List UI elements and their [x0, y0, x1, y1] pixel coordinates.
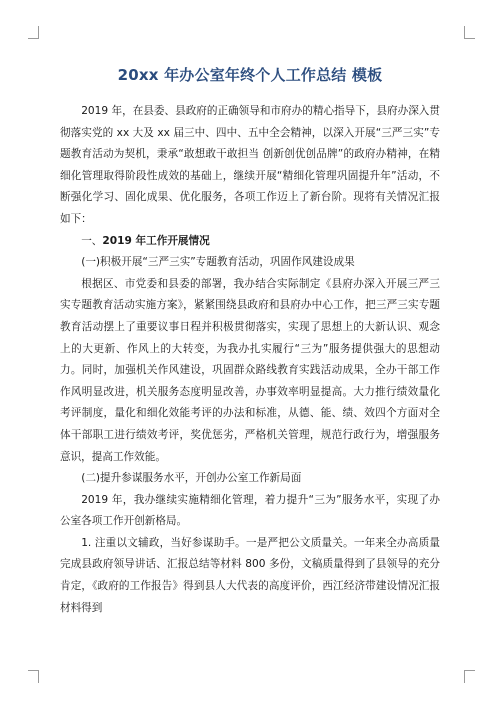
document-body: [60, 101, 440, 619]
body-paragraph-1: 根据区、市党委和县委的部署，我办结合实际制定《县府办深入开展三严三实专题教育活动实施方案》，紧紧围绕县政府和县府办中心工作，把三严三实专题教育活动摆上了重要议事日程并积极贯彻落实，实现了思想上的大新认识、观念上的大更新、作风上的大转变，为我办扎实履行“三为”服务提供强大的思想动力。同时，加强机关作风建设，巩固群众路线教育实践活动成果，全办干部工作作风明显改进，机关服务态度明显改善，办事效率明显提高。大力推行绩效量化考评制度，量化和细化效能考评的办法和标准，从德、能、绩、效四个方面对全体干部职工进行绩效考评，奖优惩劣，严格机关管理，规范行政行为，增强服务意识，提高工作效能。: [60, 277, 440, 463]
crop-mark-top-right: [464, 26, 475, 39]
body-paragraph-2: 2019 年，我办继续实施精细化管理，着力提升“三为”服务水平，实现了办公室各项工作开创新格局。: [60, 493, 440, 528]
document-title: 20xx 年办公室年终个人工作总结 模板: [117, 66, 383, 84]
crop-mark-bottom-right: [464, 670, 475, 683]
crop-mark-top-left: [28, 26, 39, 39]
crop-mark-bottom-left: [28, 670, 39, 683]
body-paragraph-3: 1. 注重以文辅政，当好参谋助手。一是严把公文质量关。一年来全办高质量完成县政府领导讲话、汇报总结等材料 800 多份，文稿质量得到了县领导的充分肯定，《政府的工作报告》得到县人大代表的高度评价，西江经济带建设情况汇报材料得到: [60, 536, 440, 614]
intro-paragraph: 2019 年，在县委、县政府的正确领导和市府办的精心指导下，县府办深入贯彻落实党的 xx 大及 xx 届三中、四中、五中全会精神，以深入开展“三严三实”专题教育活动为契机，秉承“敢想敢干敢担当 创新创优创品牌”的政府办精神，在精细化管理取得阶段性成效的基础上，继续开展“精细化管理巩固提升年”活动，不断强化学习、固化成果、优化服务，各项工作迈上了新台阶。现将有关情况汇报如下：: [60, 105, 440, 225]
subsection-heading-1: (一)积极开展“三严三实”专题教育活动，巩固作风建设成果: [81, 256, 355, 269]
section-heading-text: 2019 年工作开展情况: [102, 234, 210, 247]
section-heading-1: [60, 231, 440, 253]
section-heading-prefix: 一、: [81, 234, 103, 247]
subsection-heading-2: (二)提升参谋服务水平，开创办公室工作新局面: [81, 472, 302, 485]
